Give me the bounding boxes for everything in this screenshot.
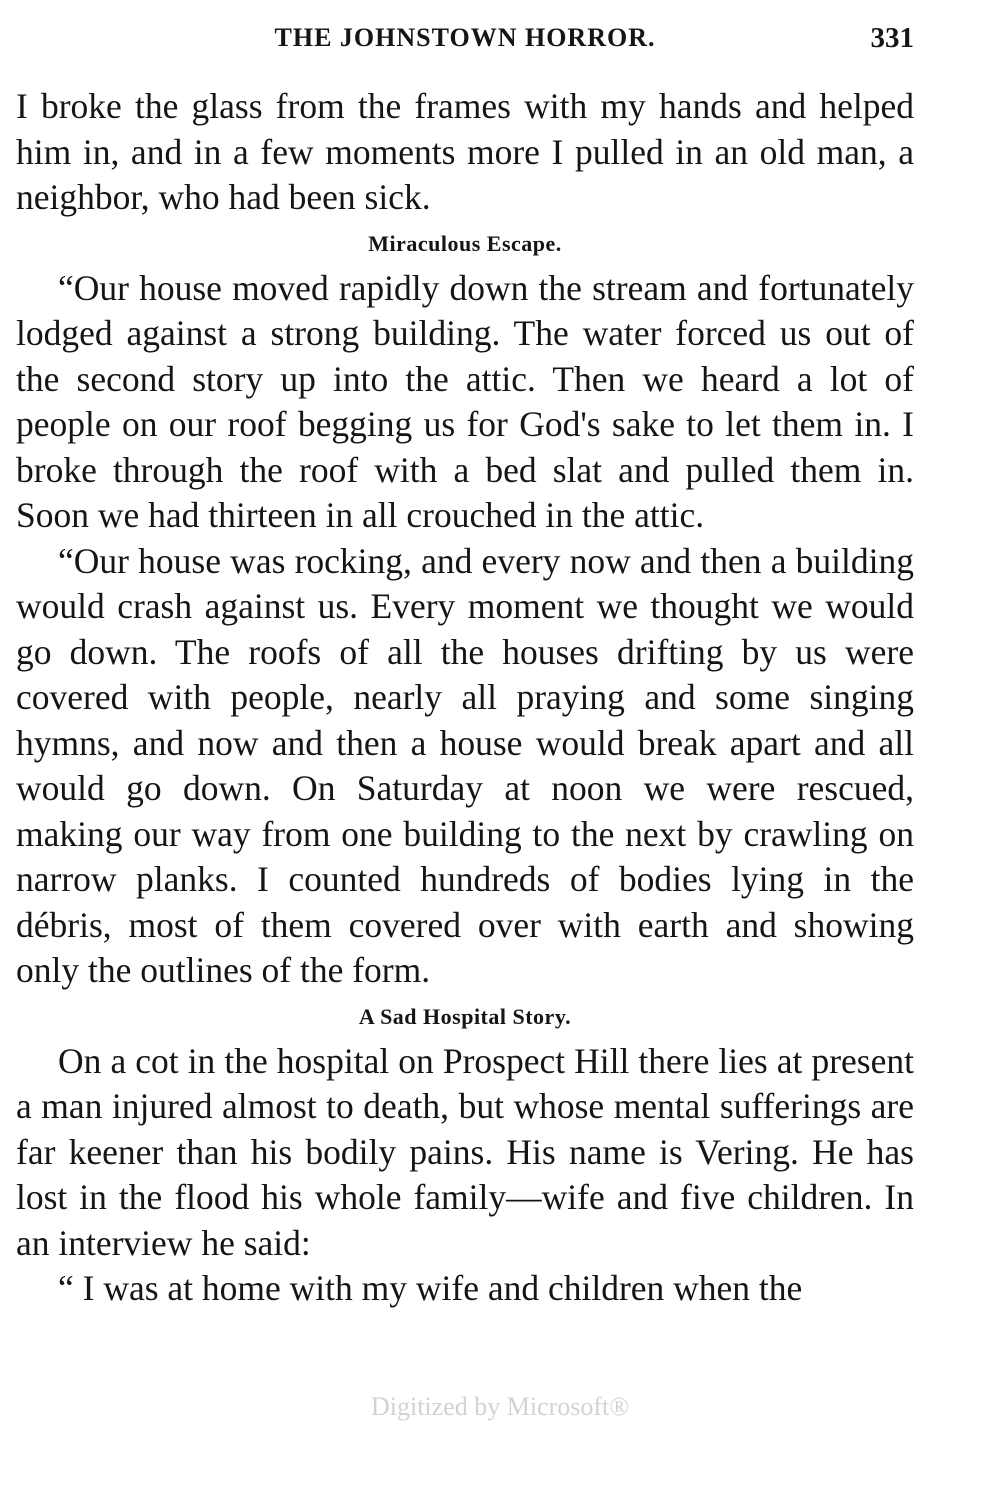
paragraph: On a cot in the hospital on Prospect Hill there lies at present a man injured almost to death, but whose mental sufferings are far keener than his bodily pains. His name is Vering. He has lost in the flood his whole family—wife and five children. In an interview he said: xyxy=(16,1040,914,1263)
page-header xyxy=(16,18,914,58)
paragraph: I broke the glass from the frames with my hands and helped him in, and in a few moments more I pulled in an old man, a neighbor, who had been sick. xyxy=(16,86,914,217)
page-number: 331 xyxy=(870,22,914,54)
running-title: THE JOHNSTOWN HORROR. xyxy=(274,23,656,52)
paragraph: “Our house moved rapidly down the stream and fortunately lodged against a strong building. The water forced us out of the second story up into the attic. Then we heard a lot of people on our roof begging us for God's sake to let them in. I broke through the roof with a bed slat and pulled them in. Soon we had thirteen in all crouched in the attic. xyxy=(16,267,914,535)
section-heading: A Sad Hospital Story. xyxy=(358,1003,572,1029)
paragraph: “Our house was rocking, and every now and then a building would crash against us. Every moment we thought we would go down. The roofs of all the houses drifting by us were covered with people, nearly all praying and some singing hymns, and now and then a house would break apart and all would go down. On Saturday at noon we were rescued, making our way from one building to the next by crawling on narrow planks. I counted hundreds of bodies lying in the débris, most of them covered over with earth and showing only the outlines of the form. xyxy=(16,540,914,990)
paragraph: “ I was at home with my wife and children when the xyxy=(58,1268,803,1308)
watermark: Digitized by Microsoft® xyxy=(370,1392,630,1421)
body-text xyxy=(16,84,914,1312)
section-heading: Miraculous Escape. xyxy=(368,230,562,256)
